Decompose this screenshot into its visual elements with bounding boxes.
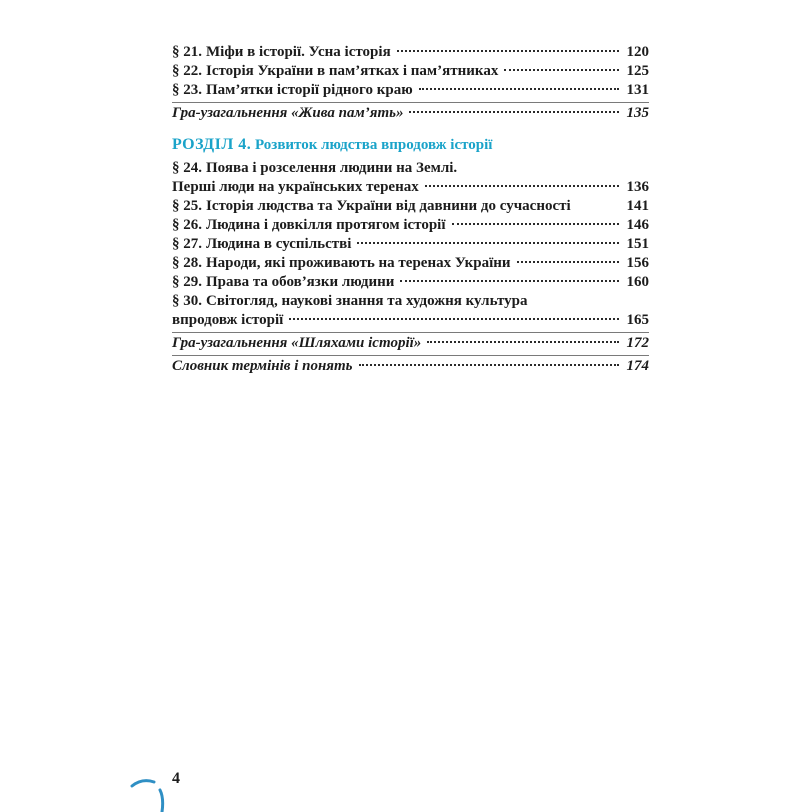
divider-line <box>172 332 649 333</box>
entry-page: 160 <box>626 274 649 290</box>
toc-entry-30-line-2[interactable] <box>172 311 649 330</box>
entry-title: Права та обов’язки людини <box>206 274 395 290</box>
toc-entry-21[interactable] <box>172 43 649 62</box>
section-heading[interactable] <box>172 135 649 155</box>
toc-entry-25[interactable] <box>172 197 649 216</box>
entry-page: 146 <box>626 217 649 233</box>
entry-title-line-1: Поява і розселення людини на Землі. <box>206 160 458 176</box>
toc-entry-game-1[interactable] <box>172 104 649 123</box>
dot-leader <box>575 204 621 206</box>
entry-page: 141 <box>626 198 649 214</box>
toc-entry-30-line-1[interactable] <box>172 292 649 311</box>
dot-leader <box>452 223 619 225</box>
entry-title-line-1: Світогляд, наукові знання та художня культура <box>206 293 528 309</box>
section-mark: § 28. <box>172 255 202 271</box>
section-mark: § 25. <box>172 198 202 214</box>
toc-entry-27[interactable] <box>172 235 649 254</box>
entry-page: 120 <box>626 44 649 60</box>
entry-title: Історія людства та України від давнини до сучасності <box>206 198 571 214</box>
entry-page: 131 <box>626 82 649 98</box>
entry-page: 135 <box>626 105 649 121</box>
entry-title-line-2: Перші люди на українських теренах <box>172 179 419 195</box>
entry-title: Словник термінів і понять <box>172 358 353 374</box>
section-mark: § 22. <box>172 63 202 79</box>
toc-entry-glossary[interactable] <box>172 357 649 376</box>
entry-title: Народи, які проживають на теренах України <box>206 255 511 271</box>
page-number: 4 <box>172 770 180 787</box>
entry-page: 156 <box>626 255 649 271</box>
section-mark: § 23. <box>172 82 202 98</box>
dot-leader <box>400 280 619 282</box>
section-label: РОЗДІЛ 4. <box>172 136 252 153</box>
section-mark: § 27. <box>172 236 202 252</box>
dot-leader <box>359 364 619 366</box>
entry-title: Історія України в пам’ятках і пам’ятниках <box>206 63 499 79</box>
entry-page: 172 <box>626 335 649 351</box>
dot-leader <box>517 261 619 263</box>
toc-entry-24-line-2[interactable] <box>172 178 649 197</box>
dot-leader <box>289 318 619 320</box>
entry-page: 174 <box>626 358 649 374</box>
dot-leader <box>504 69 619 71</box>
entry-page: 136 <box>626 179 649 195</box>
entry-page: 125 <box>626 63 649 79</box>
dot-leader <box>397 50 619 52</box>
toc-entry-game-2[interactable] <box>172 334 649 353</box>
entry-title: Гра-узагальнення «Шляхами історії» <box>172 335 422 351</box>
section-title: Розвиток людства впродовж історії <box>255 137 493 153</box>
section-mark: § 30. <box>172 293 202 309</box>
entry-title: Міфи в історії. Усна історія <box>206 44 391 60</box>
dot-leader <box>409 111 619 113</box>
entry-title: Людина в суспільстві <box>206 236 352 252</box>
divider-line <box>172 102 649 103</box>
divider-line <box>172 355 649 356</box>
dot-leader <box>357 242 619 244</box>
entry-title: Гра-узагальнення «Жива пам’ять» <box>172 105 404 121</box>
toc-entry-22[interactable] <box>172 62 649 81</box>
entry-page: 165 <box>626 312 649 328</box>
toc-entry-24-line-1[interactable] <box>172 159 649 178</box>
entry-title: Пам’ятки історії рідного краю <box>206 82 413 98</box>
toc-entry-28[interactable] <box>172 254 649 273</box>
toc-entry-26[interactable] <box>172 216 649 235</box>
toc-entry-23[interactable] <box>172 81 649 100</box>
dot-leader <box>425 185 619 187</box>
section-mark: § 21. <box>172 44 202 60</box>
decorative-arc-icon <box>128 772 172 812</box>
section-mark: § 24. <box>172 160 202 176</box>
dot-leader <box>427 341 619 343</box>
entry-title: Людина і довкілля протягом історії <box>206 217 446 233</box>
toc-entry-29[interactable] <box>172 273 649 292</box>
section-mark: § 29. <box>172 274 202 290</box>
dot-leader <box>419 88 619 90</box>
section-mark: § 26. <box>172 217 202 233</box>
entry-page: 151 <box>626 236 649 252</box>
entry-title-line-2: впродовж історії <box>172 312 284 328</box>
table-of-contents <box>172 43 649 376</box>
